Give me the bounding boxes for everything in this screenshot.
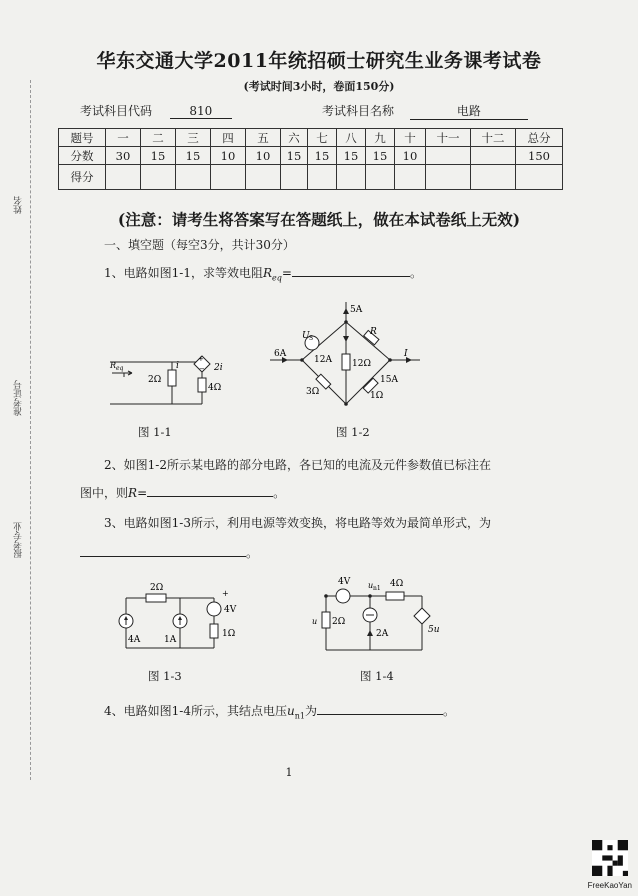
fig1-2-i15: 15A bbox=[380, 375, 398, 385]
fig1-4-r2: 2Ω bbox=[332, 617, 346, 627]
section-heading: 一、填空题（每空3分，共计30分） bbox=[104, 238, 295, 252]
col-header: 四 bbox=[211, 129, 246, 147]
figure-1-1-caption: 图 1-1 bbox=[138, 425, 172, 439]
score-cell bbox=[471, 165, 516, 190]
score-cell bbox=[308, 165, 337, 190]
answer-blank-3 bbox=[80, 556, 246, 557]
score-cell bbox=[141, 165, 176, 190]
points-cell bbox=[471, 147, 516, 165]
fig1-1-req-label: R bbox=[110, 361, 117, 370]
row-label: 题号 bbox=[59, 129, 106, 147]
fig1-4-dep: 5u bbox=[428, 625, 440, 635]
score-table bbox=[58, 128, 563, 190]
question-3-line-2 bbox=[80, 544, 258, 562]
col-header: 十二 bbox=[471, 129, 516, 147]
score-cell bbox=[211, 165, 246, 190]
fig1-4-un1-sub: n1 bbox=[373, 585, 381, 592]
score-cell bbox=[426, 165, 471, 190]
fig1-4-un1: u bbox=[368, 581, 374, 590]
figure-1-3-caption: 图 1-3 bbox=[148, 669, 182, 683]
answer-blank-4 bbox=[317, 714, 443, 715]
points-cell: 15 bbox=[337, 147, 366, 165]
points-cell: 15 bbox=[308, 147, 337, 165]
col-header: 九 bbox=[366, 129, 395, 147]
fig1-4-v4: 4V bbox=[338, 577, 351, 587]
r-symbol: R bbox=[128, 486, 138, 500]
answer-blank-1 bbox=[292, 276, 410, 277]
points-cell bbox=[426, 147, 471, 165]
fig1-4-r4: 4Ω bbox=[390, 579, 404, 589]
points-cell: 15 bbox=[366, 147, 395, 165]
score-table-header-row bbox=[59, 129, 563, 147]
points-cell: 15 bbox=[141, 147, 176, 165]
side-label-name: 姓名 bbox=[14, 196, 24, 214]
fig1-1-r1: 2Ω bbox=[148, 375, 162, 385]
fig1-2-i12: 12A bbox=[314, 355, 332, 365]
req-symbol: R bbox=[262, 266, 273, 280]
points-cell: 10 bbox=[395, 147, 426, 165]
period: 。 bbox=[273, 486, 286, 500]
col-header: 总分 bbox=[516, 129, 563, 147]
exam-subtitle: (考试时间3小时，卷面150分) bbox=[243, 80, 395, 93]
score-cell bbox=[176, 165, 211, 190]
subject-name-row bbox=[322, 102, 528, 120]
fig1-2-top-current: 5A bbox=[350, 305, 363, 315]
subject-code-value: 810 bbox=[170, 104, 232, 119]
fig1-2-r12: 12Ω bbox=[352, 359, 371, 369]
row-label: 得分 bbox=[59, 165, 106, 190]
side-label-major: 报考专业 bbox=[14, 522, 24, 558]
binding-line bbox=[30, 80, 31, 780]
fig1-1-dep-plus: + bbox=[198, 355, 204, 363]
points-cell: 10 bbox=[211, 147, 246, 165]
col-header: 七 bbox=[308, 129, 337, 147]
points-cell: 10 bbox=[246, 147, 281, 165]
points-cell: 15 bbox=[281, 147, 308, 165]
exam-title: 华东交通大学2011年统招硕士研究生业务课考试卷 bbox=[96, 50, 542, 72]
question-1 bbox=[104, 264, 422, 287]
col-header: 十一 bbox=[426, 129, 471, 147]
fig1-2-in-current: 6A bbox=[274, 349, 287, 359]
col-header: 二 bbox=[141, 129, 176, 147]
equals-sign: = bbox=[281, 266, 292, 280]
figure-1-4-caption: 图 1-4 bbox=[360, 669, 394, 683]
fig1-3-v4: 4V bbox=[224, 605, 237, 615]
question-4-mid: 为 bbox=[304, 704, 317, 718]
subject-name-label: 考试科目名称 bbox=[322, 104, 395, 118]
question-2-text: 图中，则 bbox=[80, 486, 129, 500]
un1-symbol: u bbox=[286, 704, 295, 718]
score-cell bbox=[366, 165, 395, 190]
score-cell bbox=[106, 165, 141, 190]
fig1-2-r-label: R bbox=[370, 327, 377, 337]
fig1-3-i1: 1A bbox=[164, 635, 177, 645]
col-header: 五 bbox=[246, 129, 281, 147]
score-cell bbox=[337, 165, 366, 190]
subject-code-label: 考试科目代码 bbox=[80, 104, 153, 118]
question-4-text: 4、电路如图1-4所示，其结点电压 bbox=[104, 704, 287, 718]
fig1-1-r2: 4Ω bbox=[208, 383, 222, 393]
subject-code-row bbox=[80, 102, 232, 119]
fig1-2-us-label: U bbox=[302, 331, 310, 341]
period: 。 bbox=[442, 704, 455, 718]
question-4 bbox=[104, 702, 455, 725]
fig1-2-i-out: I bbox=[404, 349, 408, 359]
figure-1-2-caption: 图 1-2 bbox=[336, 425, 370, 439]
score-table-points-row bbox=[59, 147, 563, 165]
points-cell: 150 bbox=[516, 147, 563, 165]
exam-notice: (注意：请考生将答案写在答题纸上，做在本试卷纸上无效) bbox=[117, 210, 521, 229]
fig1-1-i-label: i bbox=[176, 361, 179, 371]
fig1-1-req-sub: eq bbox=[116, 365, 124, 372]
fig1-1-dep-source: 2i bbox=[214, 363, 223, 373]
fig1-1-dep-minus: − bbox=[199, 365, 205, 373]
figure-1-4-circuit bbox=[306, 570, 446, 662]
fig1-3-i4: 4A bbox=[128, 635, 141, 645]
col-header: 六 bbox=[281, 129, 308, 147]
side-label-exam-id: 准考证号 bbox=[14, 380, 24, 416]
fig1-3-r2: 2Ω bbox=[150, 583, 164, 593]
score-cell bbox=[246, 165, 281, 190]
question-1-text: 1、电路如图1-1，求等效电阻 bbox=[104, 266, 263, 280]
question-3-line-1: 3、电路如图1-3所示，利用电源等效变换，将电路等效为最简单形式，为 bbox=[104, 516, 491, 530]
col-header: 三 bbox=[176, 129, 211, 147]
answer-blank-2 bbox=[147, 496, 273, 497]
subject-name-value: 电路 bbox=[410, 102, 528, 120]
period: 。 bbox=[246, 546, 259, 560]
fig1-2-us-sub: S bbox=[309, 335, 314, 342]
score-cell bbox=[395, 165, 426, 190]
fig1-2-r3: 3Ω bbox=[306, 387, 320, 397]
fig1-4-i2: 2A bbox=[376, 629, 389, 639]
points-cell: 30 bbox=[106, 147, 141, 165]
fig1-2-r1: 1Ω bbox=[370, 391, 384, 401]
row-label: 分数 bbox=[59, 147, 106, 165]
figure-1-2-circuit bbox=[266, 298, 426, 416]
figure-1-3-circuit bbox=[102, 578, 252, 656]
score-table-scored-row bbox=[59, 165, 563, 190]
fig1-3-r1: 1Ω bbox=[222, 629, 236, 639]
req-subscript: eq bbox=[272, 273, 282, 283]
qr-code-icon bbox=[592, 840, 628, 876]
fig1-3-plus: + bbox=[222, 589, 229, 598]
col-header: 八 bbox=[337, 129, 366, 147]
fig1-4-u-label: u bbox=[312, 617, 318, 626]
page-number: 1 bbox=[285, 766, 293, 779]
question-2-line-1: 2、如图1-2所示某电路的部分电路，各已知的电流及元件参数值已标注在 bbox=[104, 458, 491, 472]
score-cell bbox=[516, 165, 563, 190]
question-2-line-2: 图中，则R= 。 bbox=[80, 486, 286, 500]
score-cell bbox=[281, 165, 308, 190]
un1-subscript: n1 bbox=[294, 711, 305, 721]
period: 。 bbox=[409, 266, 422, 280]
watermark-label: FreeKaoYan bbox=[587, 881, 632, 890]
points-cell: 15 bbox=[176, 147, 211, 165]
col-header: 十 bbox=[395, 129, 426, 147]
col-header: 一 bbox=[106, 129, 141, 147]
figure-1-1-circuit bbox=[104, 340, 244, 426]
